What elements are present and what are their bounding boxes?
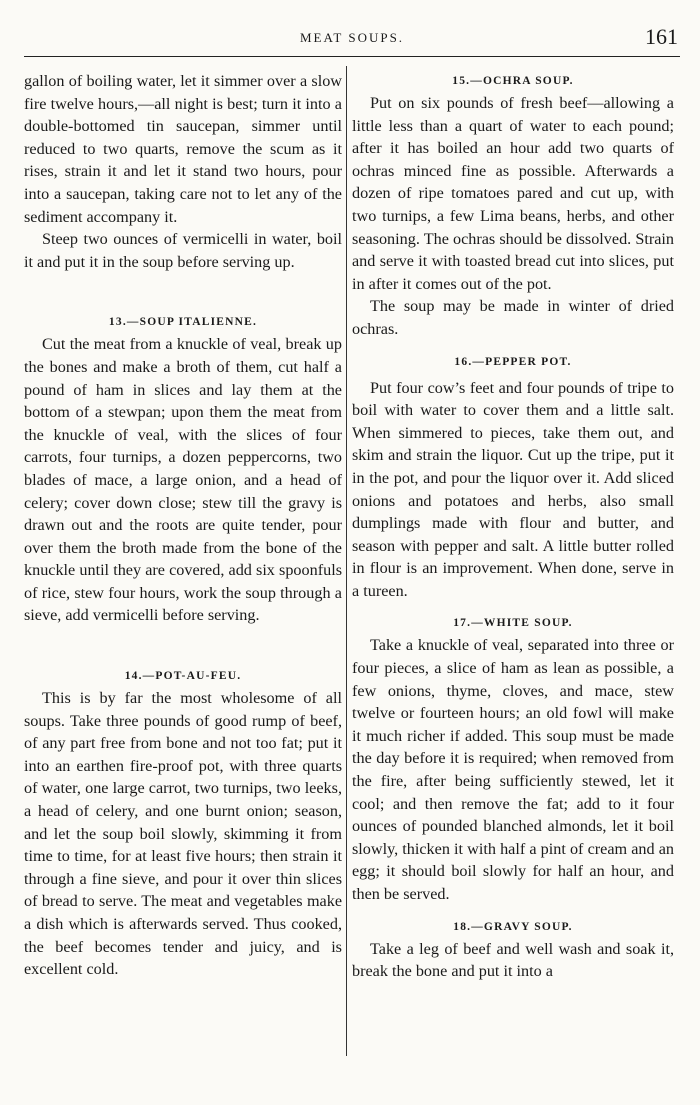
paragraph: Take a knuckle of veal, separated into three or four pieces, a slice of ham as lean as possible, a few onions, thyme, cloves, and mace, stew twelve or fourteen hours; an old fowl will make it much richer if added. This soup must be made the day before it is required; when removed from the fire, after being sufficiently stewed, let it cool; and then remove the fat; add to it four ounces of pounded blanched almonds, let it boil slowly, thicken it with half a pint of cream and an egg; it should boil slowly for half an hour, and then be served. (352, 636, 674, 903)
paragraph: Cut the meat from a knuckle of veal, break up the bones and make a broth of them, cut half a pound of ham in slices and lay them at the bottom of a stewpan; upon them the meat from the knuckle of veal, with the slices of four carrots, four turnips, a dozen peppercorns, two blades of mace, a large onion, and a head of celery; cover down close; stew till the gravy is drawn out and the roots are quite tender, pour over them the broth made from the bone of the knuckle until they are covered, add six spoonfuls of rice, stew four hours, work the soup through a sieve, add vermicelli before serving. (24, 335, 342, 625)
recipe-heading: 16.—PEPPER POT. (454, 355, 572, 368)
right-column (352, 70, 674, 983)
left-column (24, 70, 342, 981)
paragraph: The soup may be made in winter of dried ochras. (352, 297, 674, 338)
column-divider (346, 66, 347, 1056)
paragraph: Put on six pounds of fresh beef—allowing a little less than a quart of water to each pound; after it has boiled an hour add two quarts of ochras minced fine as possible. Afterwards a dozen of ripe tomatoes pared and cut up, with two turnips, a few Lima beans, herbs, and other seasoning. The ochras should be dissolved. Strain and serve it with toasted bread cut into slices, put in after it comes out of the pot. (352, 94, 674, 293)
paragraph: Steep two ounces of vermicelli in water, boil it and put it in the soup before serving up. (24, 230, 342, 271)
page-number: 161 (645, 24, 678, 49)
recipe-heading: 15.—OCHRA SOUP. (452, 75, 574, 87)
page-header (24, 16, 680, 57)
paragraph: gallon of boiling water, let it simmer over a slow fire twelve hours,—all night is best; turn it into a double-bottomed tin saucepan, simmer until reduced to two quarts, remove the scum as it rises, strain it and let it stand two hours, pour into a saucepan, taking care not to let any of the sediment accompany it. (24, 72, 342, 226)
paragraph: This is by far the most wholesome of all soups. Take three pounds of good rump of beef, of any part free from bone and not too fat; put it into an earthen fire-proof pot, with three quarts of water, one large carrot, two turnips, two leeks, a head of celery, and one burnt onion; season, and let the soup boil slowly, skimming it from time to time, for at least five hours; then strain it through a fine sieve, and pour it over thin slices of bread to serve. The meat and vegetables make a dish which is afterwards served. Thus cooked, the beef becomes tender and juicy, and is excellent cold. (24, 689, 342, 979)
running-head: MEAT SOUPS. (299, 30, 405, 45)
recipe-heading: 17.—WHITE SOUP. (453, 617, 573, 630)
paragraph: Put four cow’s feet and four pounds of tripe to boil with water to cover them and a little salt. When simmered to pieces, take them out, and skim and strain the liquor. Cut up the tripe, put it in the pot, and pour the liquor over it. Add sliced onions and potatoes and herbs, also small dumplings made with flour and butter, and season with pepper and salt. A little butter rolled in flour is an improvement. When done, serve in a tureen. (352, 378, 674, 600)
paragraph: Take a leg of beef and well wash and soak it, break the bone and put it into a (352, 939, 674, 981)
recipe-heading: 14.—POT-AU-FEU. (124, 670, 242, 683)
recipe-heading: 18.—GRAVY SOUP. (453, 920, 573, 933)
recipe-heading: 13.—SOUP ITALIENNE. (108, 316, 258, 329)
